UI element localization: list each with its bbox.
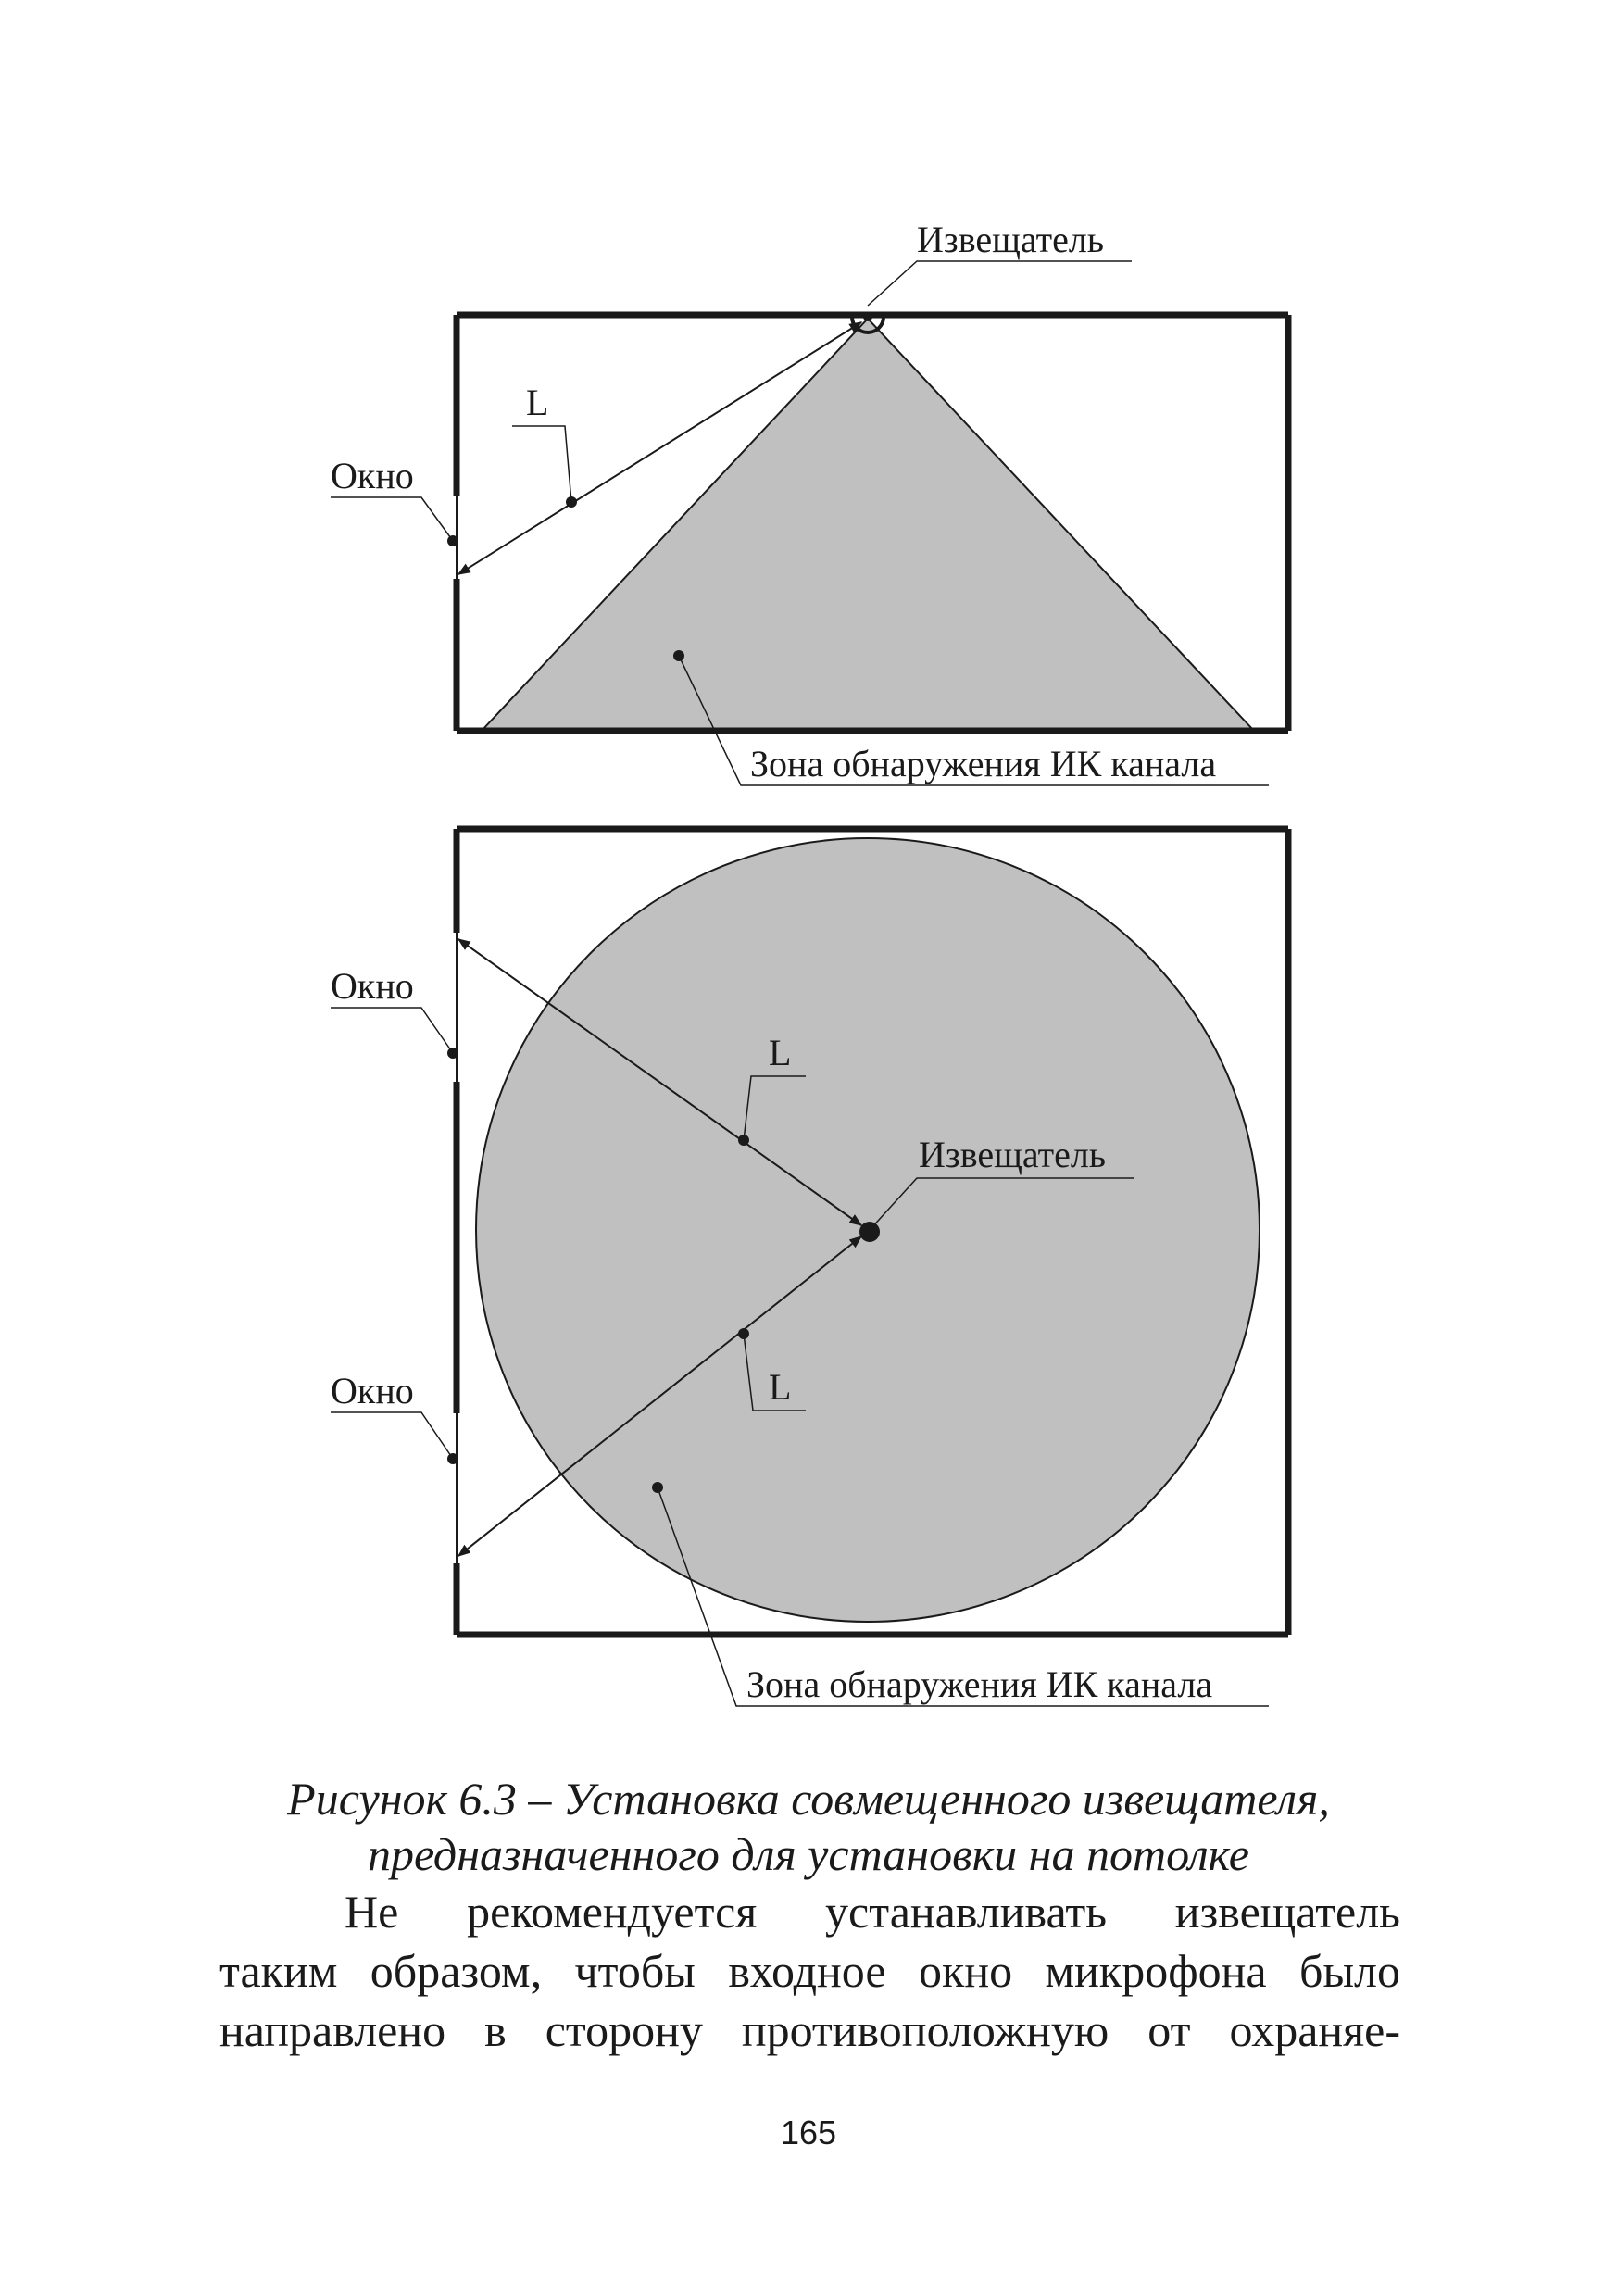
top-distance-dot	[566, 496, 577, 508]
bottom-window-label-lower: Окно	[331, 1370, 414, 1411]
bottom-sensor-icon	[859, 1222, 880, 1242]
figure-caption-line1: Рисунок 6.3 – Установка совмещенного извещателя,	[287, 1773, 1330, 1825]
top-window-dot	[447, 535, 458, 546]
top-distance-label: L	[526, 382, 549, 423]
bottom-distance-dot-lower	[738, 1328, 749, 1339]
paragraph-line1: Не рекомендуется устанавливать извещатель	[345, 1886, 1400, 1938]
paragraph-line2: таким образом, чтобы входное окно микрофона было	[219, 1945, 1400, 1997]
bottom-distance-label-upper: L	[769, 1032, 792, 1073]
page-number: 165	[780, 2114, 837, 2152]
bottom-distance-dot-upper	[738, 1135, 749, 1146]
figure-caption-line2: предназначенного для установки на потолке	[367, 1828, 1249, 1880]
top-zone-dot	[673, 650, 684, 661]
top-sensor-label: Извещатель	[917, 219, 1105, 260]
bottom-zone-label: Зона обнаружения ИК канала	[746, 1663, 1213, 1705]
bottom-window-dot-upper	[447, 1048, 458, 1059]
top-diagram	[331, 219, 1288, 785]
bottom-zone-dot	[652, 1482, 663, 1493]
top-window-label: Окно	[331, 455, 414, 496]
top-zone-label: Зона обнаружения ИК канала	[750, 743, 1217, 784]
bottom-window-dot-lower	[447, 1453, 458, 1464]
paragraph-line3: направлено в сторону противоположную от охраняе-	[219, 2004, 1400, 2056]
bottom-diagram	[331, 829, 1288, 1706]
bottom-window-label-upper: Окно	[331, 965, 414, 1007]
bottom-distance-label-lower: L	[769, 1366, 792, 1408]
bottom-sensor-label: Извещатель	[919, 1134, 1107, 1175]
top-detection-zone	[482, 319, 1254, 731]
